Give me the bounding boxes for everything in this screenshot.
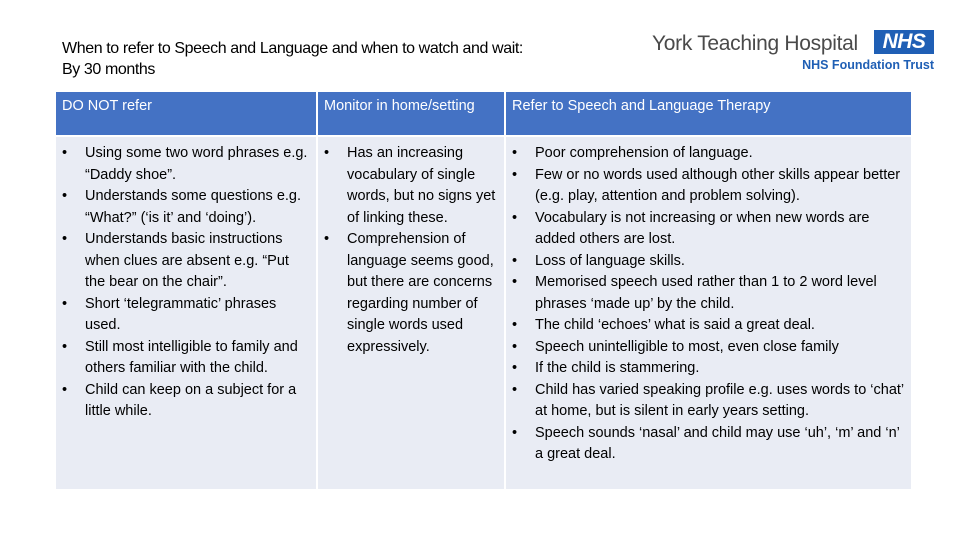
list-item: • Poor comprehension of language. <box>512 143 907 165</box>
nhs-logo-icon: NHS <box>874 30 934 54</box>
list-item: • Memorised speech used rather than 1 to 2 word level phrases ‘made up’ by the child. <box>512 272 907 315</box>
cell-monitor <box>318 137 504 489</box>
list-item: • Speech sounds ‘nasal’ and child may use ‘uh’, ‘m’ and ‘n’ a great deal. <box>512 423 907 466</box>
title-line-1: When to refer to Speech and Language and when to watch and wait: <box>62 40 523 57</box>
cell-refer <box>506 137 911 489</box>
table-row <box>56 137 911 489</box>
header-refer: Refer to Speech and Language Therapy <box>506 92 911 135</box>
hospital-logo <box>652 30 934 74</box>
list-item: • Understands basic instructions when clues are absent e.g. “Put the bear on the chair”. <box>62 229 312 294</box>
table-header-row <box>56 92 911 135</box>
list-item: • Loss of language skills. <box>512 251 907 273</box>
list-item: • Understands some questions e.g. “What?” (‘is it’ and ‘doing’). <box>62 186 312 229</box>
cell-do-not-refer <box>56 137 316 489</box>
list-item: • Using some two word phrases e.g. “Daddy shoe”. <box>62 143 312 186</box>
list-item: • Vocabulary is not increasing or when new words are added others are lost. <box>512 208 907 251</box>
page-title <box>62 38 523 80</box>
list-item: • Child can keep on a subject for a little while. <box>62 380 312 423</box>
title-line-2: By 30 months <box>62 61 156 78</box>
logo-trust-name: NHS Foundation Trust <box>802 58 934 72</box>
list-item: • If the child is stammering. <box>512 358 907 380</box>
list-item: • Few or no words used although other skills appear better (e.g. play, attention and problem solving). <box>512 165 907 208</box>
list-item: • Has an increasing vocabulary of single words, but no signs yet of linking these. <box>324 143 500 229</box>
list-item: • Still most intelligible to family and others familiar with the child. <box>62 337 312 380</box>
list-item: • Speech unintelligible to most, even close family <box>512 337 907 359</box>
do-not-refer-list <box>62 143 312 423</box>
list-item: • Child has varied speaking profile e.g. uses words to ‘chat’ at home, but is silent in early years setting. <box>512 380 907 423</box>
header-monitor: Monitor in home/setting <box>318 92 504 135</box>
referral-table <box>54 90 913 491</box>
header-do-not-refer: DO NOT refer <box>56 92 316 135</box>
list-item: • The child ‘echoes’ what is said a great deal. <box>512 315 907 337</box>
monitor-list <box>324 143 500 358</box>
refer-list <box>512 143 907 466</box>
logo-hospital-name: York Teaching Hospital <box>652 32 858 55</box>
list-item: • Short ‘telegrammatic’ phrases used. <box>62 294 312 337</box>
list-item: • Comprehension of language seems good, but there are concerns regarding number of single words used expressively. <box>324 229 500 358</box>
